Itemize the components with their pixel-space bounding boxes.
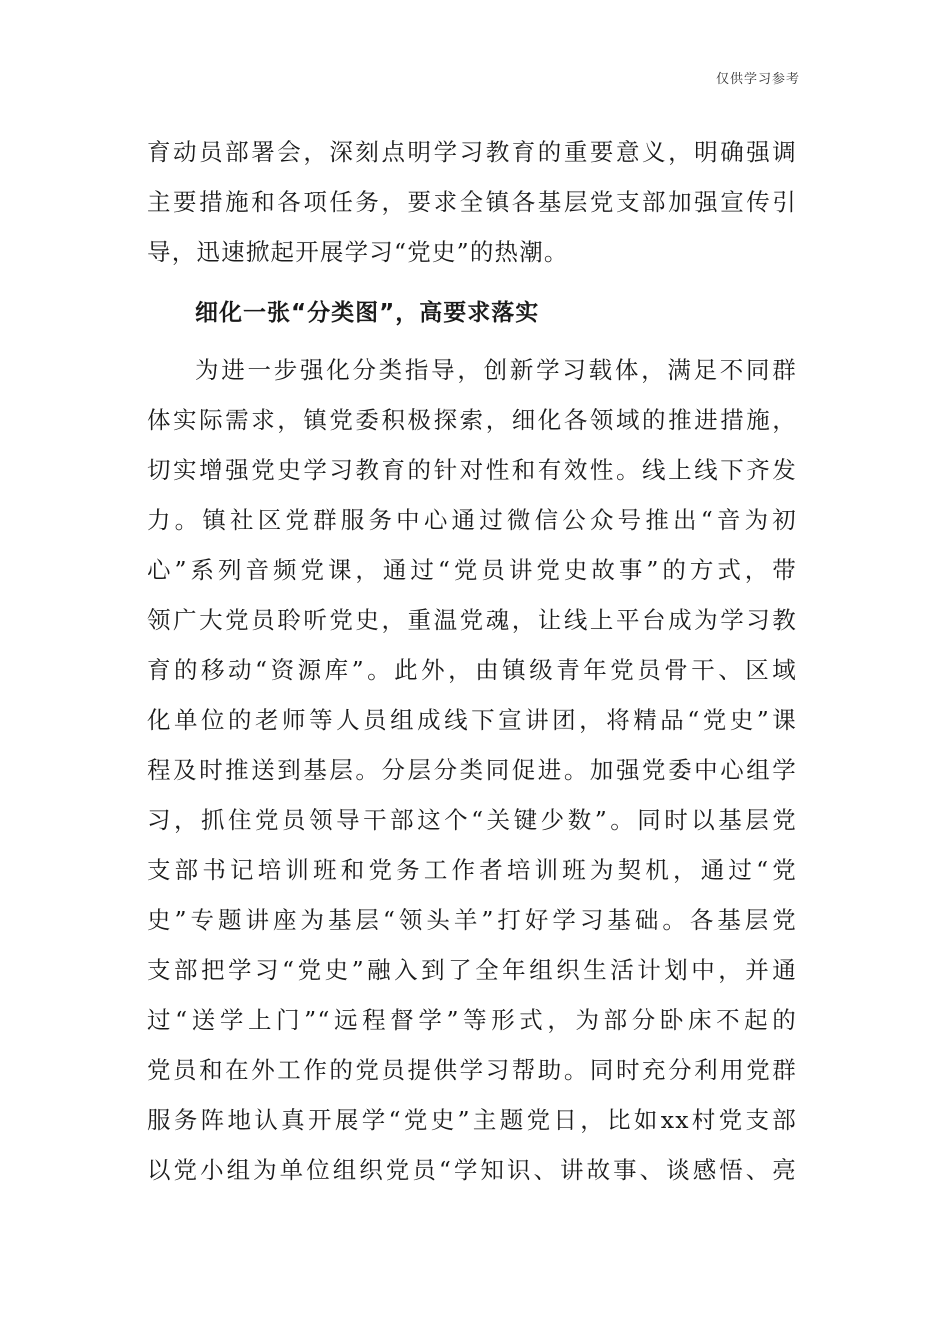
paragraph-line: 支部把学习“党史”融入到了全年组织生活计划中，并通 (147, 956, 797, 984)
section-heading: 细化一张“分类图”，高要求落实 (195, 300, 540, 326)
paragraph-line: 主要措施和各项任务，要求全镇各基层党支部加强宣传引 (147, 188, 797, 216)
paragraph-line: 心”系列音频党课，通过“党员讲党史故事”的方式，带 (147, 556, 797, 584)
paragraph-line: 史”专题讲座为基层“领头羊”打好学习基础。各基层党 (147, 906, 797, 934)
main-paragraph (147, 345, 797, 1195)
paragraph-line: 支部书记培训班和党务工作者培训班为契机，通过“党 (147, 856, 797, 884)
paragraph-line: 为进一步强化分类指导，创新学习载体，满足不同群 (195, 356, 797, 384)
paragraph-line: 体实际需求，镇党委积极探索，细化各领域的推进措施， (147, 406, 797, 434)
paragraph-line: 化单位的老师等人员组成线下宣讲团，将精品“党史”课 (147, 706, 797, 734)
paragraph-line: 习，抓住党员领导干部这个“关键少数”。同时以基层党 (147, 806, 797, 834)
intro-paragraph (147, 127, 797, 277)
paragraph-line: 导，迅速掀起开展学习“党史”的热潮。 (147, 238, 569, 266)
paragraph-line: 育的移动“资源库”。此外，由镇级青年党员骨干、区域 (147, 656, 797, 684)
paragraph-line: 程及时推送到基层。分层分类同促进。加强党委中心组学 (147, 756, 797, 784)
paragraph-line: 党员和在外工作的党员提供学习帮助。同时充分利用党群 (147, 1056, 797, 1084)
paragraph-line: 以党小组为单位组织党员“学知识、讲故事、谈感悟、亮 (147, 1156, 797, 1184)
paragraph-line: 过“送学上门”“远程督学”等形式，为部分卧床不起的 (147, 1006, 797, 1034)
paragraph-line: 服务阵地认真开展学“党史”主题党日，比如xx村党支部 (147, 1106, 797, 1134)
paragraph-line: 力。镇社区党群服务中心通过微信公众号推出“音为初 (147, 506, 797, 534)
paragraph-line: 育动员部署会，深刻点明学习教育的重要意义，明确强调 (147, 138, 797, 166)
paragraph-line: 切实增强党史学习教育的针对性和有效性。线上线下齐发 (147, 456, 797, 484)
header-note: 仅供学习参考 (715, 72, 800, 87)
paragraph-line: 领广大党员聆听党史，重温党魂，让线上平台成为学习教 (147, 606, 797, 634)
